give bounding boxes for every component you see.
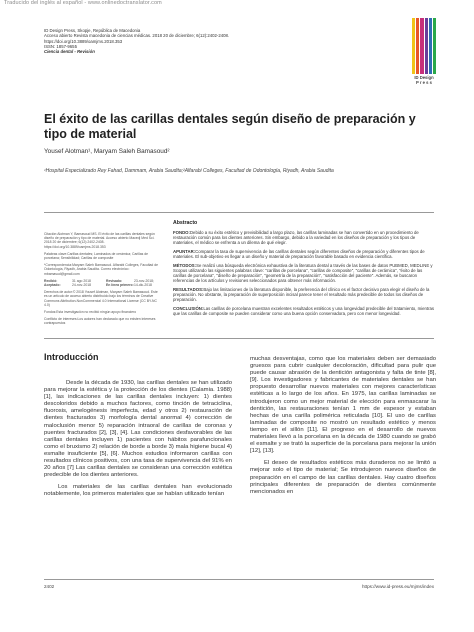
translation-banner-text[interactable]: Traducido del inglés al español - www.onlinedoctranslator.com	[4, 0, 162, 6]
article-metadata-sidebar	[44, 232, 162, 329]
received-label: Recibió:	[44, 278, 58, 283]
body-column-left	[44, 380, 232, 499]
header-divider	[44, 212, 434, 213]
author-list: Yousef Alotman¹, Maryam Saleh Bamasoud²	[44, 148, 170, 155]
results-text: Bajo las limitaciones de la literatura disponible, la preferencia del clínico es el factor decisivo para elegir el diseño de la preparación. No obstante, la preparación de superposición incisal parece tener el resultado más predecible de todos los diseños de preparación.	[173, 287, 430, 303]
introduction-heading: Introducción	[44, 352, 99, 362]
funding-block: Fondos:Esta investigación no recibió ningún apoyo financiero	[44, 310, 137, 315]
journal-url-link[interactable]: https://www.id-press.eu/mjms/index	[362, 584, 434, 589]
citation-line: Acceso abierto Revista macedonia de ciencias médicas. 2018 20 de diciembre; 6(12):2402-2408.	[44, 33, 230, 39]
logo-bar	[420, 18, 423, 74]
methods-label: MÉTODOS:	[173, 262, 197, 268]
methods-text: Se realizó una búsqueda electrónica exhaustiva de la literatura dental a través de las bases de datos PUBMED, MEDLINE y Scopus utilizando las siguientes palabras clave: "carillas de porcelana", "carillas de composite", "carillas de cerámica", "éxito de las carillas de porcelana", "diseño de preparación", "geometría de la preparación", "satisfacción del paciente". Además, se buscaron referencias de los artículos y revisiones seleccionados para obtener más información.	[173, 262, 433, 284]
revised-date: 23-nov-2018;	[134, 278, 154, 283]
article-type: Ciencia dental - Revisión	[44, 49, 95, 55]
received-date: 31 ago 2018	[72, 278, 91, 283]
intro-paragraph: Los materiales de las carillas dentales han evolucionado notablemente, los primeros materiales que se habían utilizado tenían	[44, 484, 232, 498]
online-label: En línea primero:	[106, 283, 134, 288]
abstract-results	[173, 287, 435, 303]
translation-banner	[0, 0, 474, 10]
doi-link[interactable]: https://doi.org/10.3889/oamjms.2018.353	[44, 38, 123, 44]
logo-bar	[425, 18, 428, 74]
article-dates	[44, 279, 162, 287]
accepted-date: 24-nov-2018	[72, 283, 92, 288]
logo-bar	[416, 18, 419, 74]
logo-bar	[429, 18, 432, 74]
intro-paragraph: Desde la década de 1930, las carillas dentales se han utilizado para mejorar la estética y la protección de los dientes (Calamia. 1988) [1], las indicaciones de las carillas dentales incluyen: 1) dientes descoloridos debido a muchos factores, como tinción de tetraciclina, fluorosis, amelogénesis imperfecta, edad y otros 2) restauración de dientes fracturados 3) morfología dental anormal 4) corrección de maloclusión menor 5) reparación intraoral de carillas de coronas y puentes fracturados [2], [3], [4]. Las condiciones desfavorables de las carillas dentales incluyen 1) pacientes con hábitos parafuncionales como el bruxismo 2) relación de borde a borde 3) mala higiene bucal 4) esmalte insuficiente [5], [6]. Muchos estudios informaron carillas con resultados clínicos positivos, con una tasa de supervivencia del 91% en 20 años [7] Las carillas dentales se consideran una corrección estética predecible de los dientes anteriores.	[44, 380, 232, 479]
abstract-divider	[44, 338, 434, 339]
abstract-background	[173, 230, 435, 246]
abstract-section	[173, 220, 435, 320]
online-date: 14-dic-2018	[134, 283, 152, 288]
footer-divider	[44, 579, 434, 580]
copyright-block: Derechos de autor:© 2018 Yousef Alotman, Maryam Saleh Bamasoud. Este es un artículo de acceso abierto distribuido bajo los términos de Creative Commons Attribution-NonCommercial 4.0 International License (CC BY-NC 4.0)	[44, 290, 158, 307]
conflict-block: Conflicto de intereses:Los autores han declarado que no existen intereses contrapuestos	[44, 317, 156, 326]
keywords-block: Palabras clave:Carillas dentales; Laminados de cerámica; Carillas de porcelana; Sensibilidad; Carillas de composite	[44, 251, 149, 261]
intro-paragraph: muchas desventajas, como que los materiales deben ser demasiado gruesos para cubrir cualquier decoloración, dificultad para pulir que puede causar abrasión de la dentición antagonista y falta de tinte [8], [9]. Los investigadores y fabricantes de materiales dentales se han propuesto desarrollar nuevos materiales con mejores características estéticas a lo largo de los años. En 1975, las carillas laminadas se introdujeron como un mejor material de elección para enmascarar la dentición, las restauraciones tenían 1 mm de espesor y estaban hechas de una carilla polimérica reticulada [10]. El uso de carillas laminadas de composite no mostró un resultado estético y menos tiempo en el sillón [11]. El progreso en el desarrollo de nuevos materiales llevó a la porcelana en la década de 1980 cuando se grabó el esmalte y se trató la superficie de la porcelana para mejorar la unión [12], [13].	[250, 356, 436, 455]
background-label: FONDO:	[173, 230, 190, 235]
conclusion-label: CONCLUSIÓN:	[173, 306, 204, 311]
citation-block: Citación:Alotman Y, Bamasoud MS. El éxito de las carillas dentales según diseño de preparación y tipo de material. Acceso abierto Macedj Med Sci. 2018 20 de diciembre; 6(12):2402-2408. https://doi.org/10.3889/oamjms.2018.353	[44, 232, 155, 249]
logo-bar	[433, 18, 436, 74]
aim-label: APUNTAR:	[173, 249, 196, 254]
background-text: Debido a su éxito estético y previsibilidad a largo plazo, las carillas laminadas se han convertido en un procedimiento de restauración común para los dientes anteriores. Sin embargo, debido a la variedad en los diseños de preparación y los tipos de materiales, el médico se enfrenta a un dilema de qué elegir.	[173, 230, 419, 246]
id-design-press-logo	[412, 18, 436, 94]
logo-text-line2: P r e s s	[416, 80, 432, 85]
logo-color-bars	[412, 18, 436, 74]
revised-label: Revisado:	[106, 278, 123, 283]
journal-info	[44, 28, 344, 54]
intro-paragraph: El deseo de resultados estéticos más duraderos no se limitó a mejorar solo el tipo de material; Se introdujeron nuevos diseños de preparación en el campo de las carillas dentales. Hay cuatro diseños principales diferentes de preparación de dientes comúnmente mencionados en	[250, 460, 436, 495]
aim-text: Comparar la tasa de supervivencia de las carillas dentales según diferentes diseños de preparación y diferentes tipos de materiales. El sub-objetivo es llegar a un diseño y material de preparación favorable basado en evidencia científica.	[173, 249, 425, 260]
body-column-right	[250, 356, 436, 496]
article-title: El éxito de las carillas dentales según diseño de preparación y tipo de material	[44, 112, 416, 141]
issn-line: ISSN: 1857-9655	[44, 43, 77, 49]
abstract-heading: Abstracto	[173, 220, 198, 226]
correspondence-block: *Correspondencia:Maryam Saleh Bamasoud. Alfarabi Colleges, Facultad de Odontología, Riyadh, Arabia Saudita. Correo electrónico: mbamasud@gmail.com	[44, 263, 159, 276]
logo-bar	[412, 18, 415, 74]
accepted-label: Aceptado:	[44, 283, 61, 288]
abstract-conclusion	[173, 306, 435, 316]
results-label: RESULTADOS:	[173, 287, 204, 292]
logo-text	[412, 75, 436, 85]
logo-text-line1: ID Design	[414, 75, 434, 80]
conclusion-text: Las carillas de porcelana muestran excelentes resultados estéticos y una longevidad predecible del tratamiento, mientras que las carillas de composite se pueden considerar como una buena opción conservadora, pero con menor longevidad.	[173, 306, 435, 317]
abstract-aim	[173, 249, 435, 259]
page-number: 2402	[44, 584, 55, 589]
abstract-methods	[173, 263, 435, 284]
affiliations: ¹Hospital Especializado Rey Fahad, Dammam, Arabia Saudita;²Alfarabi Colleges, Facultad de Odontología, Riyadh, Arabia Saudita	[44, 168, 334, 174]
publisher-line: ID Design Press, Skopje, República de Macedonia	[44, 28, 141, 33]
